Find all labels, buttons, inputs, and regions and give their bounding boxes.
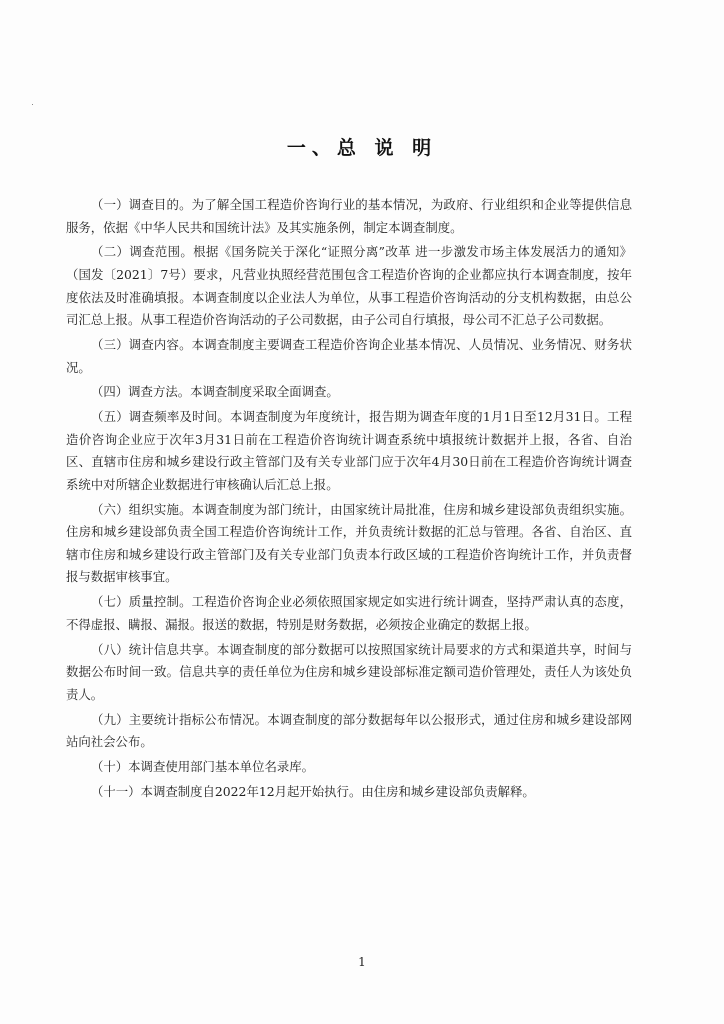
paragraph-publication: （九）主要统计指标公布情况。本调查制度的部分数据每年以公报形式，通过住房和城乡建设部网站向社会公布。 <box>66 711 632 750</box>
paragraph-scope: （二）调查范围。根据《国务院关于深化“证照分离”改革 进一步激发市场主体发展活力的通知》（国发〔2021〕7号）要求，凡营业执照经营范围包含工程造价咨询的企业都应执行本调查制度，按年度依法及时准确填报。本调查制度以企业法人为单位，从事工程造价咨询活动的分支机构数据，由总公司汇总上报。从事工程造价咨询活动的子公司数据，由子公司自行填报，母公司不汇总子公司数据。 <box>66 244 632 328</box>
paragraph-organization: （六）组织实施。本调查制度为部门统计，由国家统计局批准，住房和城乡建设部负责组织实施。住房和城乡建设部负责全国工程造价咨询统计工作，并负责统计数据的汇总与管理。各省、自治区、直辖市住房和城乡建设行政主管部门及有关专业部门负责本行政区域的工程造价咨询统计工作，并负责督报与数据审核事宜。 <box>66 501 632 585</box>
paragraph-purpose: （一）调查目的。为了解全国工程造价咨询行业的基本情况，为政府、行业组织和企业等提供信息服务，依据《中华人民共和国统计法》及其实施条例，制定本调查制度。 <box>66 197 632 235</box>
body-text <box>66 194 632 806</box>
paragraph-frequency: （五）调查频率及时间。本调查制度为年度统计，报告期为调查年度的1月1日至12月31日。工程造价咨询企业应于次年3月31日前在工程造价咨询统计调查系统中填报统计数据并上报，各省、自治区、直辖市住房和城乡建设行政主管部门及有关专业部门应于次年4月30日前在工程造价咨询统计调查系统中对所辖企业数据进行审核确认后汇总上报。 <box>66 409 632 492</box>
scan-speck <box>32 104 33 105</box>
paragraph-info-sharing: （八）统计信息共享。本调查制度的部分数据可以按照国家统计局要求的方式和渠道共享，时间与数据公布时间一致。信息共享的责任单位为住房和城乡建设部标准定额司造价管理处，责任人为该处负责人。 <box>66 641 632 702</box>
page-number: 1 <box>358 955 366 969</box>
paragraph-method: （四）调查方法。本调查制度采取全面调查。 <box>91 384 339 400</box>
paragraph-quality-control: （七）质量控制。工程造价咨询企业必须依照国家规定如实进行统计调查，坚持严肃认真的态度，不得虚报、瞒报、漏报。报送的数据，特别是财务数据，必须按企业确定的数据上报。 <box>66 594 632 632</box>
paragraph-content: （三）调查内容。本调查制度主要调查工程造价咨询企业基本情况、人员情况、业务情况、财务状况。 <box>66 336 632 375</box>
paragraph-effective-date: （十一）本调查制度自2022年12月起开始执行。由住房和城乡建设部负责解释。 <box>91 783 535 799</box>
section-title: 一、总 说 明 <box>286 137 438 159</box>
paragraph-directory: （十）本调查使用部门基本单位名录库。 <box>91 758 315 774</box>
